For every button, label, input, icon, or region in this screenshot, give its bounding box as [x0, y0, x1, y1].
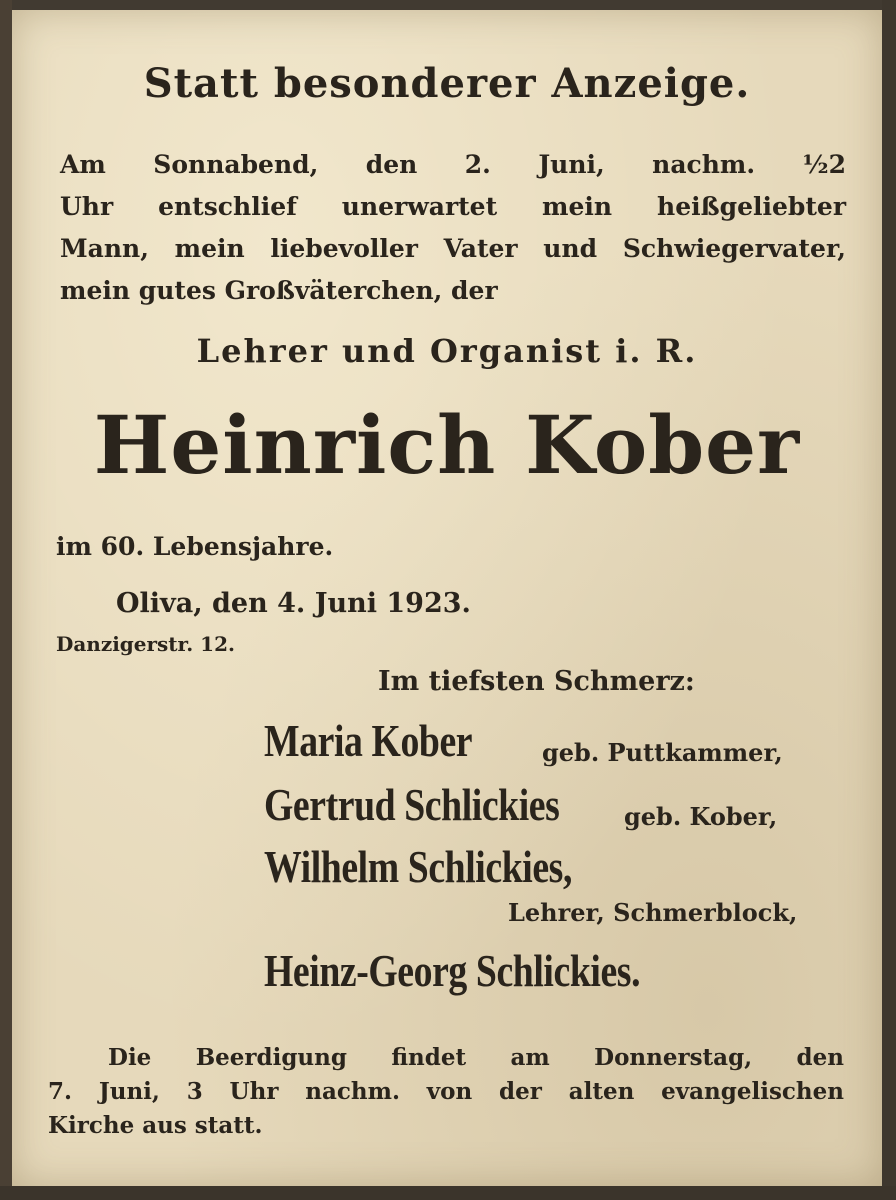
deceased-age: im 60. Lebensjahre.: [56, 532, 334, 561]
mourners-intro: Im tiefsten Schmerz:: [378, 666, 695, 697]
announcement-line-3: Mann, mein liebevoller Vater und Schwiegervater,: [60, 234, 846, 263]
address: Danzigerstr. 12.: [56, 632, 235, 656]
mourner-name-4: Heinz-Georg Schlickies.: [264, 945, 641, 996]
place-date: Oliva, den 4. Juni 1923.: [116, 588, 471, 619]
obituary-notice: [12, 10, 882, 1186]
mourner-name-1: Maria Kober: [264, 715, 473, 766]
announcement-line-2: Uhr entschlief unerwartet mein heißgeliebter: [60, 192, 846, 221]
scan-border-bottom: [0, 1186, 896, 1200]
scan-border-top: [0, 0, 896, 10]
notice-heading: Statt besonderer Anzeige.: [143, 60, 751, 107]
funeral-line-3: Kirche aus statt.: [48, 1112, 263, 1139]
mourner-note-1: geb. Puttkammer,: [542, 738, 783, 767]
deceased-title: Lehrer und Organist i. R.: [196, 332, 698, 370]
announcement-line-4: mein gutes Großväterchen, der: [60, 276, 498, 305]
scan-border-right: [882, 0, 896, 1200]
funeral-line-2: 7. Juni, 3 Uhr nachm. von der alten evangelischen: [48, 1078, 844, 1105]
deceased-name: Heinrich Kober: [93, 398, 801, 492]
mourner-name-2: Gertrud Schlickies: [264, 779, 560, 830]
mourner-note-2: geb. Kober,: [624, 802, 778, 831]
scan-border-left: [0, 0, 12, 1200]
mourner-note-3: Lehrer, Schmerblock,: [508, 898, 798, 927]
funeral-line-1: Die Beerdigung findet am Donnerstag, den: [108, 1044, 844, 1071]
announcement-line-1: Am Sonnabend, den 2. Juni, nachm. ½2: [60, 150, 846, 179]
mourner-name-3: Wilhelm Schlickies,: [264, 841, 572, 892]
